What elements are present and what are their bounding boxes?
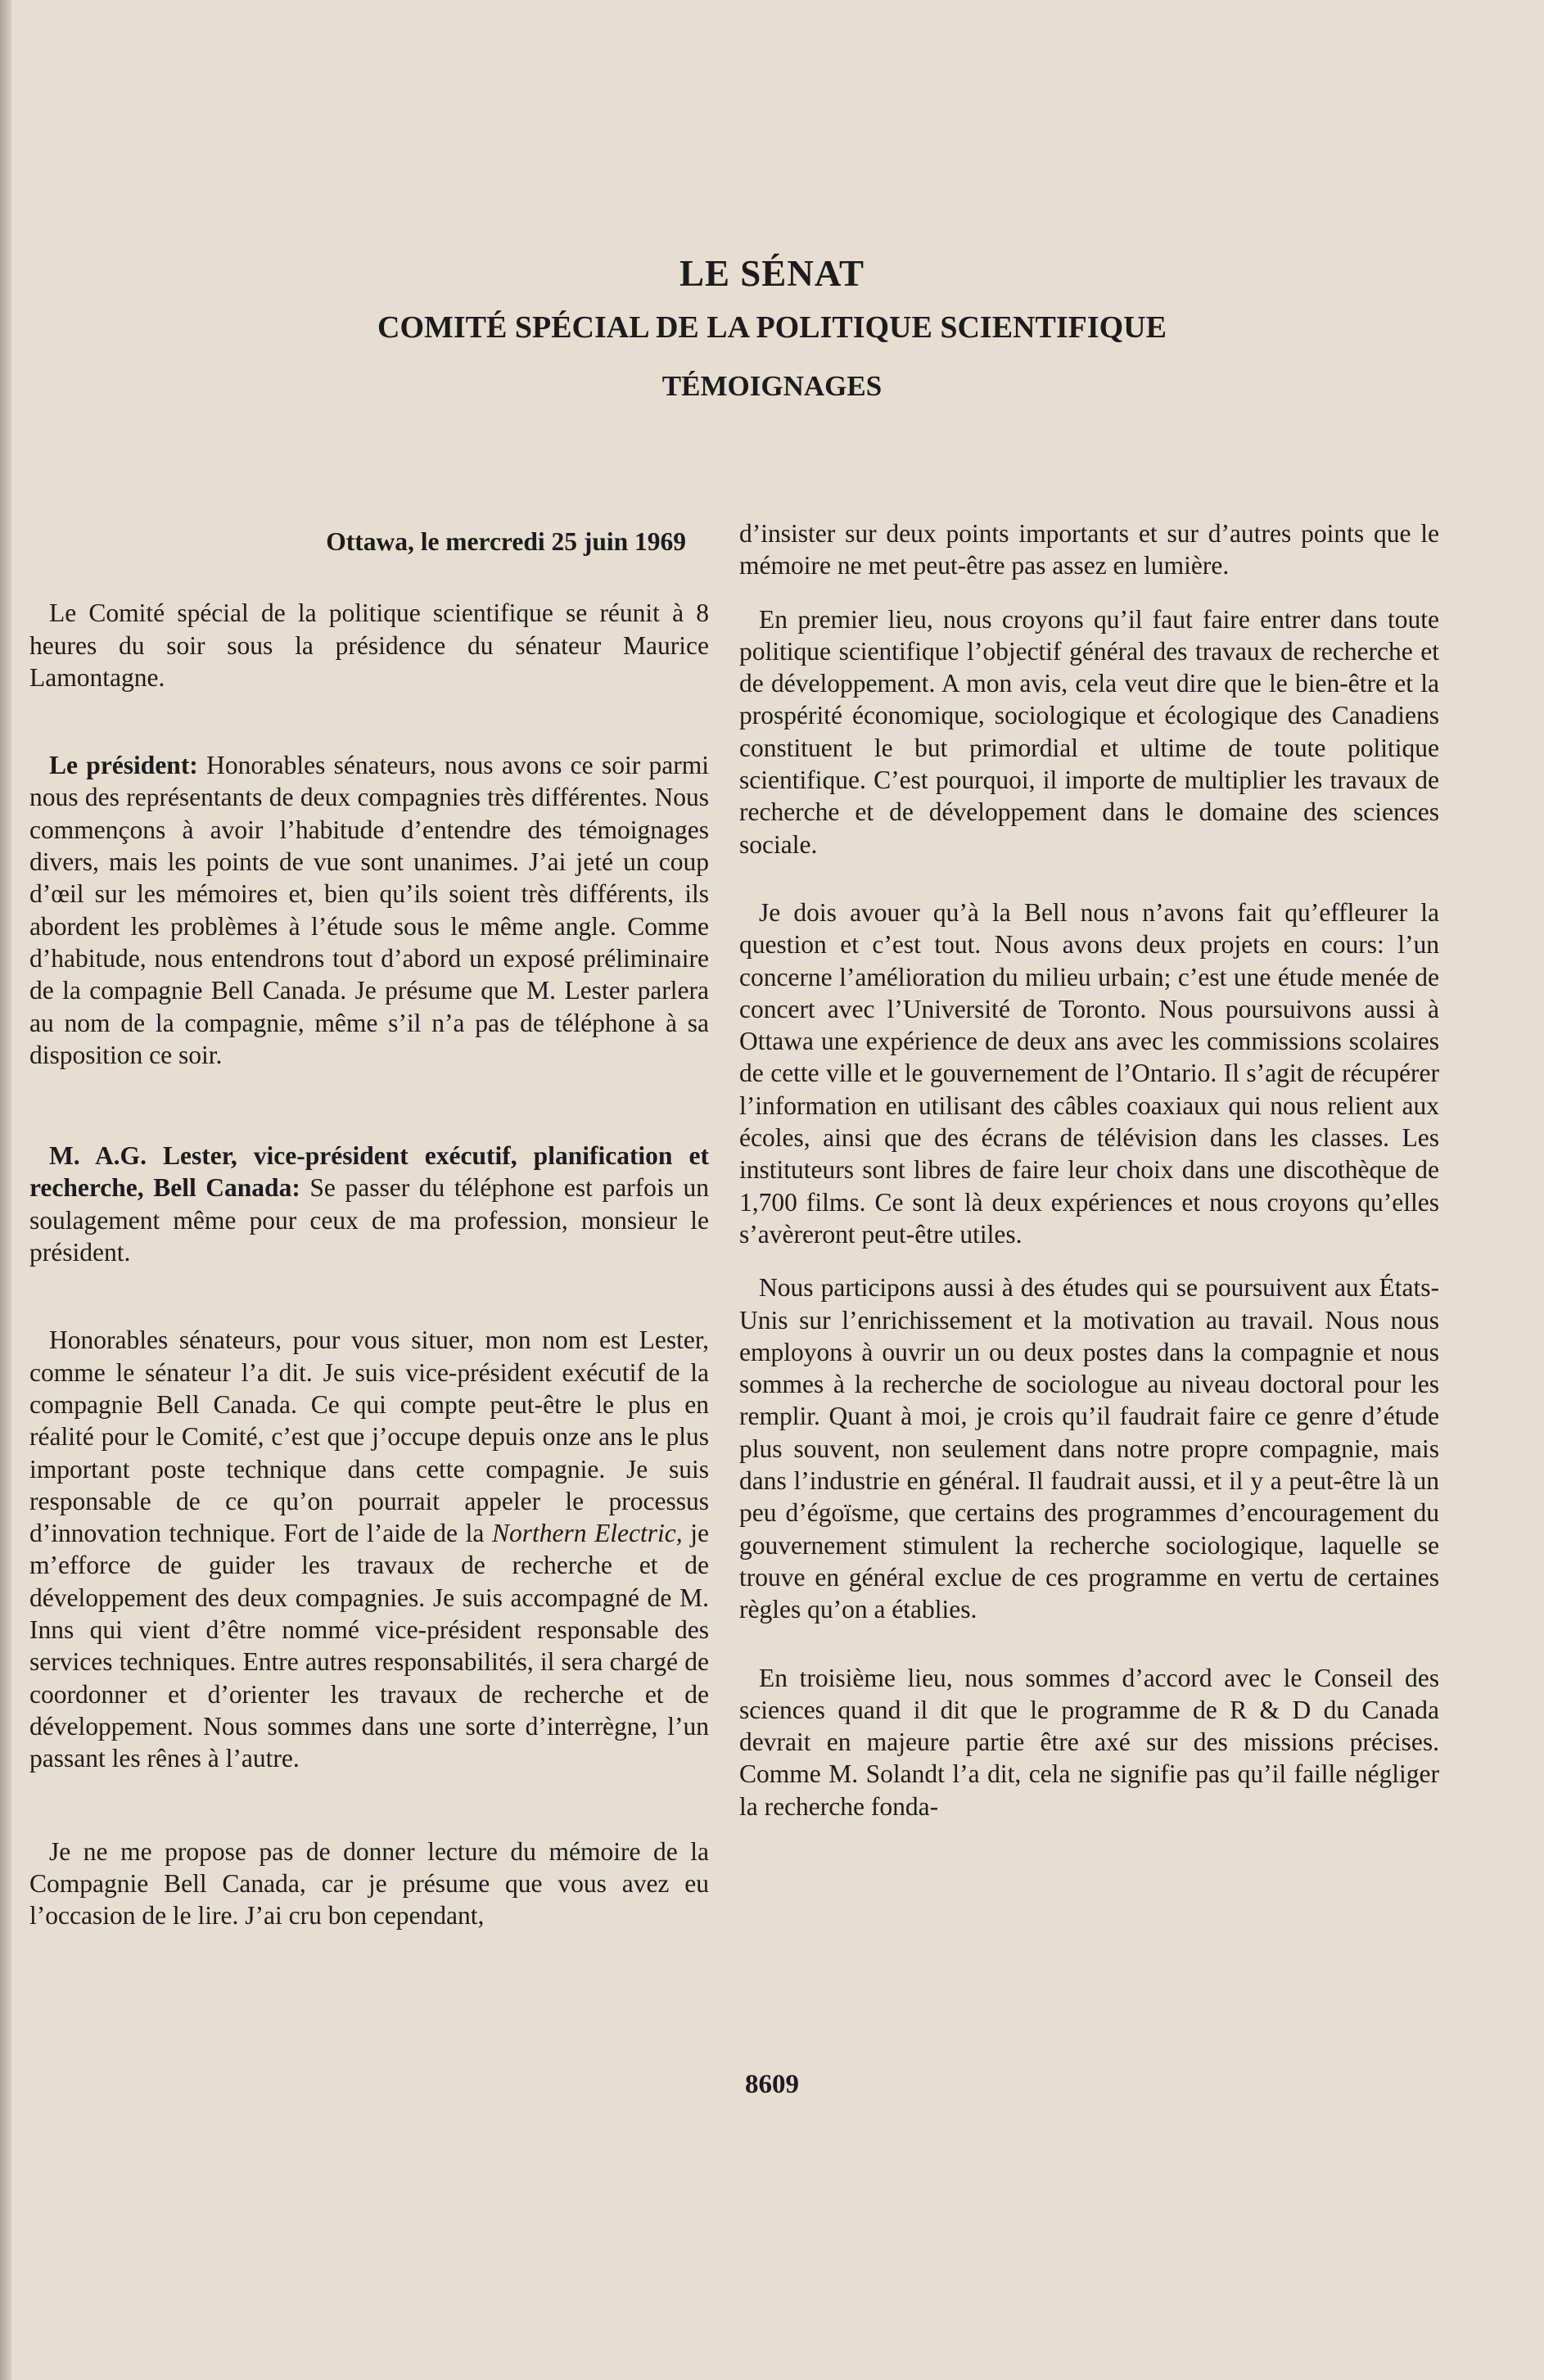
committee-title: COMITÉ SPÉCIAL DE LA POLITIQUE SCIENTIFIQUE xyxy=(377,310,1167,345)
paragraph-opening: Le Comité spécial de la politique scientifique se réunit à 8 heures du soir sous la présidence du sénateur Maurice Lamontagne. xyxy=(29,598,709,692)
speaker-label: Le président: xyxy=(49,751,198,780)
page-title: LE SÉNAT xyxy=(679,253,865,294)
left-column xyxy=(29,526,709,1931)
paragraph-memoire: Je ne me propose pas de donner lecture du mémoire de la Compagnie Bell Canada, car je présume que vous avez eu l’occasion de le lire. J’ai cru bon cependant, xyxy=(29,1836,709,1931)
section-title: TÉMOIGNAGES xyxy=(661,370,883,402)
right-column xyxy=(739,517,1439,1822)
company-name: Northern Electric, xyxy=(491,1519,683,1548)
paragraph-lester-intro xyxy=(29,1140,709,1268)
speech-text: Se passer du téléphone est parfois un soulagement même pour ceux de ma profession, monsieur le président. xyxy=(29,1173,709,1267)
page-binding-edge xyxy=(0,0,11,2380)
paragraph-bell-projects: Je dois avouer qu’à la Bell nous n’avons fait qu’effleurer la question et c’est tout. Nous avons deux projets en cours: l’un concerne l’amélioration du milieu urbain; c’est une étude menée de concert avec l’Université de Toronto. Nous poursuivons aussi à Ottawa une expérience de deux ans avec les commissions scolaires de cette ville et le gouvernement de l’Ontario. Il s’agit de récupérer l’information en utilisant des câbles coaxiaux qui nous relient aux écoles, ainsi que des écrans de télévision dans les classes. Les instituteurs sont libres de faire leur choix dans une discothèque de 1,700 films. Ce sont là deux expériences et nous croyons qu’elles s’avèreront peut-être utiles. xyxy=(739,897,1439,1249)
speech-text: Honorables sénateurs, nous avons ce soir parmi nous des représentants de deux compagnies très différentes. Nous commençons à avoir l’habitude d’entendre des témoignages divers, mais les points de vue sont unanimes. J’ai jeté un coup d’œil sur les mémoires et, bien qu’ils soient très différents, ils abordent les problèmes à l’étude sous le même angle. Comme d’habitude, nous entendrons tout d’abord un exposé préliminaire de la compagnie Bell Canada. Je présume que M. Lester parlera au nom de la compagnie, même s’il n’a pas de téléphone à sa disposition ce soir. xyxy=(29,751,710,1069)
speech-text: Honorables sénateurs, pour vous situer, mon nom est Lester, comme le sénateur l’a dit. Je suis vice-président exécutif de la compagnie Bell Canada. Ce qui compte peut-être le plus en réalité pour le Comité, c’est que j’occupe depuis onze ans le plus important poste technique dans cette compagnie. Je suis responsable de ce qu’on pourrait appeler le processus d’innovation technique. Fort de l’aide de la xyxy=(29,1325,709,1548)
paragraph-lester-position xyxy=(29,1324,709,1774)
page-number: 8609 xyxy=(745,2070,799,2099)
paragraph-continuation: d’insister sur deux points importants et sur d’autres points que le mémoire ne met peut-être pas assez en lumière. xyxy=(739,519,1439,580)
speech-text: je m’efforce de guider les travaux de recherche et de développement des deux compagnies. Je suis accompagné de M. Inns qui vient d’être nommé vice-président responsable des services techniques. Entre autres responsabilités, il sera chargé de coordonner et d’orienter les travaux de recherche et de développement. Nous sommes dans une sorte d’interrègne, l’un passant les rênes à l’autre. xyxy=(29,1519,709,1773)
paragraph-president xyxy=(29,749,709,1071)
paragraph-studies: Nous participons aussi à des études qui se poursuivent aux États-Unis sur l’enrichissement et la motivation au travail. Nous nous employons à ouvrir un ou deux postes dans la compagnie et nous sommes à la recherche de sociologue au niveau doctoral pour les remplir. Quant à moi, je crois qu’il faudrait faire ce genre d’étude plus souvent, non seulement dans notre propre compagnie, mais dans l’industrie en général. Il faudrait aussi, et il y a peut-être là un peu d’égoïsme, que certains des programmes d’encouragement du gouvernement stimulent la recherche sociologique, laquelle se trouve en général exclue de ces programme en vertu de certaines règles qu’on a établies. xyxy=(739,1273,1439,1624)
paragraph-third-point: En troisième lieu, nous sommes d’accord avec le Conseil des sciences quand il dit que le programme de R & D du Canada devrait en majeure partie être axé sur des missions précises. Comme M. Solandt l’a dit, cela ne signifie pas qu’il faille négliger la recherche fonda- xyxy=(739,1663,1439,1821)
speaker-label: M. A.G. Lester, vice-président exécutif, planification et recherche, Bell Canada: xyxy=(29,1141,709,1203)
paragraph-first-point: En premier lieu, nous croyons qu’il faut faire entrer dans toute politique scientifique l’objectif général des travaux de recherche et de développement. A mon avis, cela veut dire que le bien-être et la prospérité économique, sociologique et écologique des Canadiens constituent le but primordial et ultime de toute politique scientifique. C’est pourquoi, il importe de multiplier les travaux de recherche et de développement dans le domaine des sciences sociale. xyxy=(739,604,1439,859)
dateline: Ottawa, le mercredi 25 juin 1969 xyxy=(326,527,686,556)
